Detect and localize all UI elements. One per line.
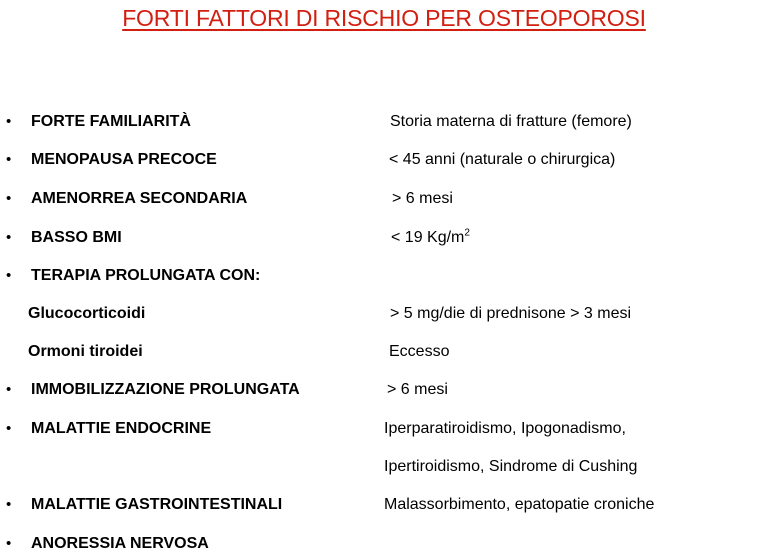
bullet-icon: • (6, 496, 12, 513)
list-item-terapia (0, 265, 768, 287)
risk-factor-sublabel: Glucocorticoidi (28, 305, 146, 322)
bullet-icon: • (6, 190, 12, 207)
risk-factor-value: > 5 mg/die di prednisone > 3 mesi (390, 305, 632, 322)
bullet-icon: • (6, 420, 12, 437)
risk-factor-value: Storia materna di fratture (femore) (390, 113, 632, 130)
bmi-value-text: < 19 Kg/m (391, 229, 465, 246)
risk-factor-label: MENOPAUSA PRECOCE (31, 151, 217, 168)
risk-factor-label: MALATTIE ENDOCRINE (31, 420, 212, 437)
risk-factor-value (391, 227, 470, 249)
bullet-icon: • (6, 151, 12, 168)
risk-factor-value: > 6 mesi (392, 190, 453, 207)
risk-factor-label: BASSO BMI (31, 229, 122, 246)
risk-factor-label: FORTE FAMILIARITÀ (31, 113, 191, 130)
list-item-ormoni-tiroidei (0, 341, 768, 363)
risk-factor-sublabel: Ormoni tiroidei (28, 343, 143, 360)
bmi-value-exponent: 2 (464, 227, 470, 239)
risk-factor-label: AMENORREA SECONDARIA (31, 190, 248, 207)
list-item-malattie-gastrointestinali (0, 494, 768, 516)
risk-factor-label: ANORESSIA NERVOSA (31, 535, 209, 552)
bullet-icon: • (6, 267, 12, 284)
risk-factor-label: IMMOBILIZZAZIONE PROLUNGATA (31, 381, 300, 398)
bullet-icon: • (6, 535, 12, 552)
list-item-anoressia (0, 533, 768, 555)
risk-factor-value: Ipertiroidismo, Sindrome di Cushing (384, 458, 638, 475)
list-item-bmi (0, 227, 768, 249)
bullet-icon: • (6, 381, 12, 398)
list-item-familiarita (0, 111, 768, 133)
risk-factor-value: Malassorbimento, epatopatie croniche (384, 496, 655, 513)
bullet-icon: • (6, 229, 12, 246)
bullet-icon: • (6, 113, 12, 130)
list-item-immobilizzazione (0, 379, 768, 401)
risk-factor-label: TERAPIA PROLUNGATA CON: (31, 267, 261, 284)
page-title: FORTI FATTORI DI RISCHIO PER OSTEOPOROSI (122, 5, 646, 31)
risk-factor-value: < 45 anni (naturale o chirurgica) (389, 151, 616, 168)
list-item-amenorrea (0, 188, 768, 210)
risk-factor-value: Eccesso (389, 343, 450, 360)
list-item-continuation (0, 456, 768, 478)
risk-factor-value: Iperparatiroidismo, Ipogonadismo, (384, 420, 626, 437)
risk-factor-value: > 6 mesi (387, 381, 448, 398)
list-item-malattie-endocrine (0, 418, 768, 440)
list-item-menopausa (0, 149, 768, 171)
risk-factor-label: MALATTIE GASTROINTESTINALI (31, 496, 283, 513)
list-item-glucocorticoidi (0, 303, 768, 325)
